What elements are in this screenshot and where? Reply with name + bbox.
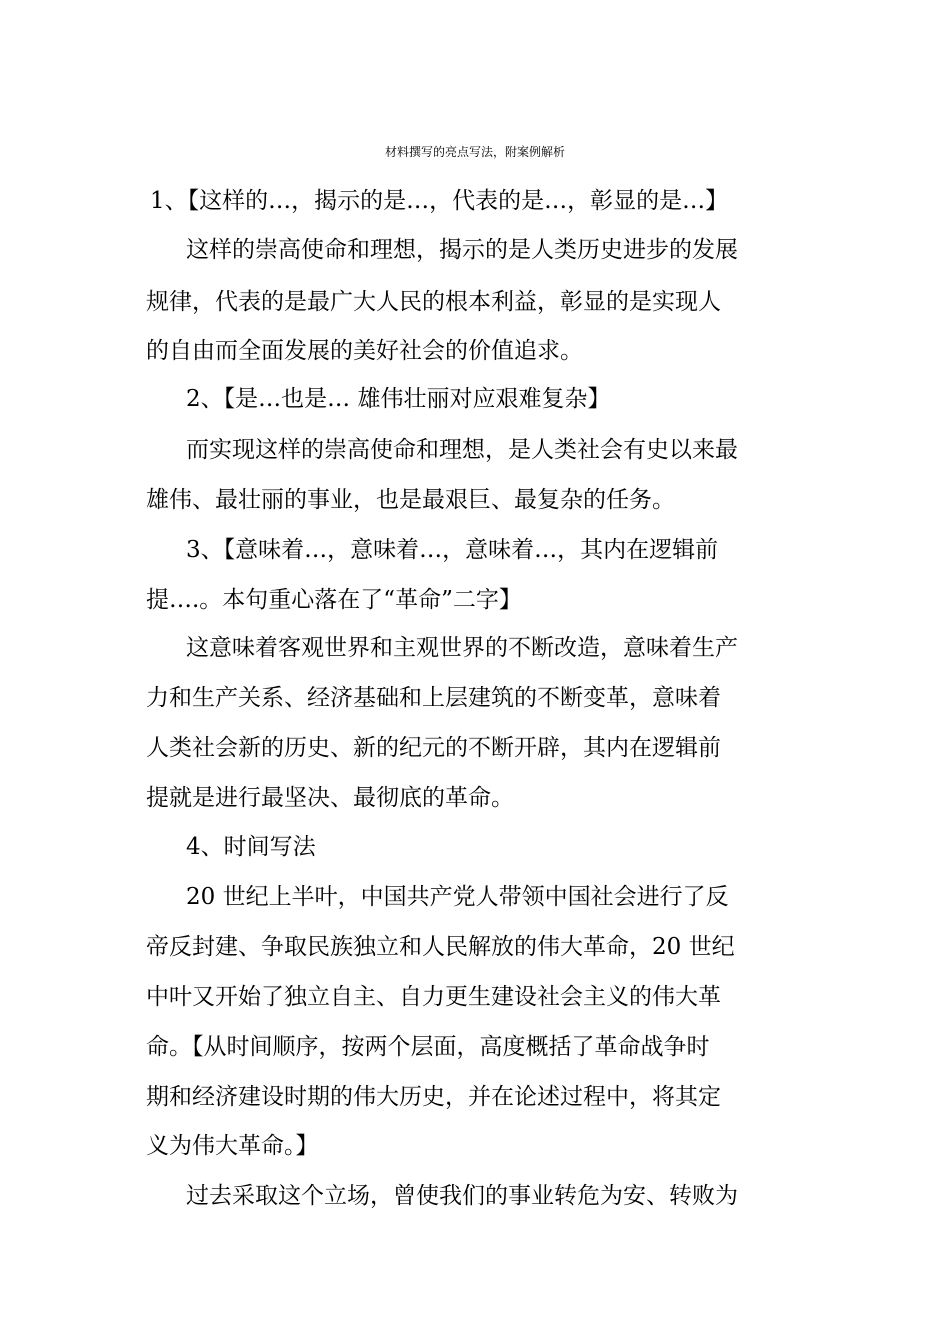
document-title: 材料撰写的亮点写法，附案例解析 [384,145,565,159]
text-line: 过去采取这个立场，曾使我们的事业转危为安、转败为 [186,1183,738,1209]
text-line: 提就是进行最坚决、最彻底的革命。 [146,785,514,811]
text-line: 力和生产关系、经济基础和上层建筑的不断变革，意味着 [146,685,721,711]
text-line: 中叶又开始了独立自主、自力更生建设社会主义的伟大革 [146,984,721,1010]
text-line: 帝反封建、争取民族独立和人民解放的伟大革命，20 世纪 [146,934,735,960]
text-line: 提….。本句重心落在了“革命”二字】 [146,587,522,613]
text-line: 2、【是…也是… 雄伟壮丽对应艰难复杂】 [186,386,611,412]
text-line: 这样的崇高使命和理想，揭示的是人类历史进步的发展 [186,237,738,263]
text-line: 人类社会新的历史、新的纪元的不断开辟，其内在逻辑前 [146,735,721,761]
text-line: 雄伟、最壮丽的事业，也是最艰巨、最复杂的任务。 [146,487,675,513]
text-line: 期和经济建设时期的伟大历史，并在论述过程中，将其定 [146,1084,721,1110]
text-line: 3、【意味着…，意味着…，意味着…，其内在逻辑前 [186,537,719,563]
text-line: 规律，代表的是最广大人民的根本利益，彰显的是实现人 [146,289,721,315]
text-line: 20 世纪上半叶，中国共产党人带领中国社会进行了反 [186,884,729,910]
text-line: 4、时间写法 [186,834,316,860]
text-line: 这意味着客观世界和主观世界的不断改造，意味着生产 [186,635,738,661]
text-line: 命。【从时间顺序，按两个层面，高度概括了革命战争时 [146,1034,710,1060]
text-line: 而实现这样的崇高使命和理想，是人类社会有史以来最 [186,437,738,463]
text-line: 义为伟大革命。】 [146,1133,319,1159]
text-line: 1、【这样的…，揭示的是…，代表的是…，彰显的是…】 [150,188,729,214]
text-line: 的自由而全面发展的美好社会的价值追求。 [146,338,583,364]
